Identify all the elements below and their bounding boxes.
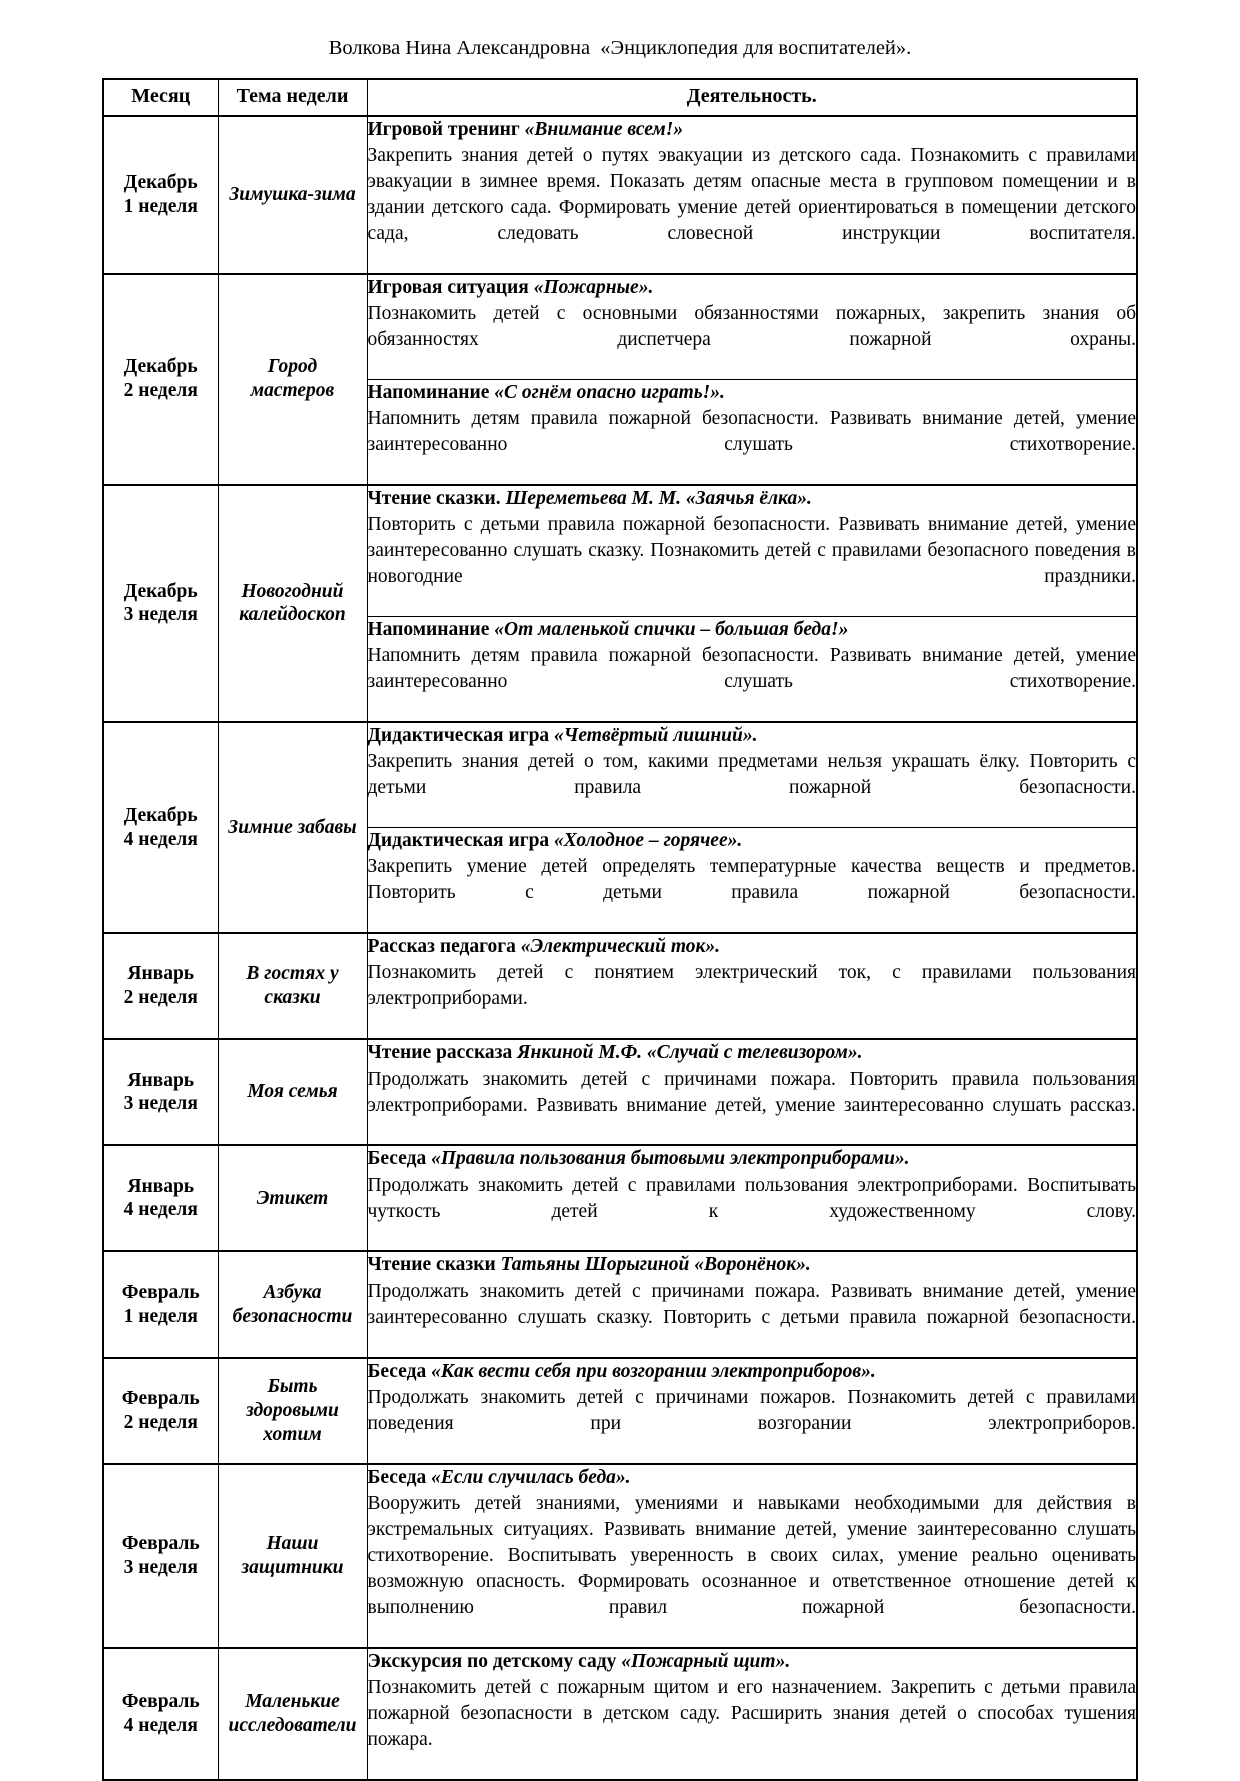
cell-theme: Город мастеров — [218, 274, 367, 485]
activity-description: Напомнить детям правила пожарной безопасности. Развивать внимание детей, умение заинтересованно слушать стихотворение. — [367, 408, 1136, 455]
activity-description: Продолжать знакомить детей с причинами пожара. Развивать внимание детей, умение заинтересованно слушать сказку. Повторить с детьми правила пожарной безопасности. — [367, 1280, 1136, 1328]
column-header-activity: Деятельность. — [367, 79, 1137, 116]
cell-theme: Зимушка-зима — [218, 116, 367, 274]
cell-activity — [367, 933, 1137, 1039]
cell-month: Январь 3 неделя — [103, 1039, 218, 1145]
activity-description: Закрепить умение детей определять температурные качества веществ и предметов. Повторить с детьми правила пожарной безопасности. — [367, 856, 1136, 904]
activity-title: Экскурсия по детскому саду «Пожарный щит». — [367, 1650, 791, 1672]
activity-title: Чтение рассказа Янкиной М.Ф. «Случай с телевизором». — [367, 1042, 863, 1064]
table-row — [103, 1464, 1137, 1648]
table-header — [103, 79, 1137, 116]
activity-title-quoted: Шереметьева М. М. «Заячья ёлка». — [505, 487, 812, 509]
cell-month: Декабрь 3 неделя — [103, 485, 218, 722]
cell-activity — [367, 1251, 1137, 1357]
cell-theme: Быть здоровыми хотим — [218, 1358, 367, 1464]
activity-title-quoted: «Внимание всем!» — [524, 118, 684, 140]
column-header-month: Месяц — [103, 79, 218, 116]
activity-title-quoted: «Если случилась беда». — [431, 1466, 631, 1488]
activity-title: Напоминание «С огнём опасно играть!». — [367, 381, 725, 403]
activity-title: Чтение сказки. Шереметьева М. М. «Заячья ёлка». — [367, 487, 812, 509]
activity-title: Рассказ педагога «Электрический ток». — [367, 936, 720, 958]
column-header-theme: Тема недели — [218, 79, 367, 116]
cell-month: Декабрь 4 неделя — [103, 722, 218, 933]
table-row — [103, 1251, 1137, 1357]
activity-title-quoted: Татьяны Шорыгиной «Воронёнок». — [500, 1254, 811, 1276]
activity-plan-table — [102, 78, 1138, 1781]
activity-description: Продолжать знакомить детей с причинами пожара. Повторить правила пользования электроприборами. Развивать внимание детей, умение заинтересованно слушать рассказ. — [367, 1068, 1136, 1116]
cell-month: Январь 4 неделя — [103, 1145, 218, 1251]
table-row — [103, 1039, 1137, 1145]
table-row — [103, 116, 1137, 274]
cell-activity — [367, 1145, 1137, 1251]
cell-theme: Азбука безопасности — [218, 1251, 367, 1357]
cell-activity — [367, 616, 1137, 722]
activity-title-quoted: «Правила пользования бытовыми электроприборами». — [431, 1148, 910, 1170]
activity-description: Продолжать знакомить детей с правилами пользования электроприборами. Воспитывать чуткость детей к художественному слову. — [367, 1174, 1136, 1222]
activity-title-quoted: Янкиной М.Ф. «Случай с телевизором». — [517, 1042, 863, 1064]
cell-activity — [367, 1648, 1137, 1780]
activity-title: Игровой тренинг «Внимание всем!» — [367, 118, 684, 140]
cell-theme: Маленькие исследователи — [218, 1648, 367, 1780]
table-row — [103, 1648, 1137, 1780]
cell-theme: Моя семья — [218, 1039, 367, 1145]
activity-title: Беседа «Правила пользования бытовыми электроприборами». — [367, 1148, 910, 1170]
activity-title-quoted: «Как вести себя при возгорании электроприборов». — [431, 1360, 876, 1382]
cell-month: Февраль 4 неделя — [103, 1648, 218, 1780]
table-row — [103, 933, 1137, 1039]
activity-title-quoted: «Пожарные». — [533, 276, 654, 298]
cell-month: Февраль 2 неделя — [103, 1358, 218, 1464]
activity-description: Познакомить детей с основными обязанностями пожарных, закрепить знания об обязанностях диспетчера пожарной охраны. — [367, 302, 1136, 350]
activity-description: Познакомить детей с пожарным щитом и его назначением. Закрепить с детьми правила пожарной безопасности в детском саду. Расширить знания детей о способах тушения пожара. — [367, 1676, 1136, 1750]
activity-title: Напоминание «От маленькой спички – большая беда!» — [367, 618, 849, 640]
cell-theme: Этикет — [218, 1145, 367, 1251]
activity-title: Дидактическая игра «Холодное – горячее». — [367, 830, 743, 852]
activity-title-quoted: «Холодное – горячее». — [554, 830, 743, 852]
cell-theme: Наши защитники — [218, 1464, 367, 1648]
table-row — [103, 1145, 1137, 1251]
cell-activity — [367, 379, 1137, 485]
table-row — [103, 722, 1137, 828]
activity-title: Дидактическая игра «Четвёртый лишний». — [367, 724, 758, 746]
activity-description: Вооружить детей знаниями, умениями и навыками необходимыми для действия в экстремальных ситуациях. Развивать внимание детей, умение заинтересованно слушать стихотворение. Воспитывать уверенность в своих силах, умение реально оценивать возможную опасность. Формировать осознанное и ответственное отношение детей к выполнению правил пожарной безопасности. — [367, 1493, 1136, 1618]
table-row — [103, 274, 1137, 380]
document-header: Волкова Нина Александровна «Энциклопедия для воспитателей». — [328, 37, 912, 59]
activity-title-quoted: «От маленькой спички – большая беда!» — [494, 618, 849, 640]
activity-title-quoted: «Четвёртый лишний». — [554, 724, 758, 746]
cell-activity — [367, 116, 1137, 274]
cell-theme: В гостях у сказки — [218, 933, 367, 1039]
activity-description: Напомнить детям правила пожарной безопасности. Развивать внимание детей, умение заинтересованно слушать стихотворение. — [367, 645, 1136, 693]
cell-month: Декабрь 1 неделя — [103, 116, 218, 274]
activity-description: Продолжать знакомить детей с причинами пожаров. Познакомить детей с правилами поведения при возгорании электроприборов. — [367, 1386, 1136, 1434]
cell-activity — [367, 1039, 1137, 1145]
cell-activity — [367, 722, 1137, 828]
cell-month: Декабрь 2 неделя — [103, 274, 218, 485]
cell-month: Февраль 3 неделя — [103, 1464, 218, 1648]
activity-title-quoted: «Пожарный щит». — [621, 1650, 791, 1672]
cell-month: Февраль 1 неделя — [103, 1251, 218, 1357]
cell-activity — [367, 274, 1137, 380]
activity-title: Игровая ситуация «Пожарные». — [367, 276, 654, 298]
activity-title-quoted: «С огнём опасно играть!». — [494, 381, 725, 403]
table-row — [103, 1358, 1137, 1464]
table-row — [103, 485, 1137, 617]
table-body — [103, 116, 1137, 1780]
activity-title: Беседа «Как вести себя при возгорании электроприборов». — [367, 1360, 876, 1382]
activity-title: Чтение сказки Татьяны Шорыгиной «Воронёнок». — [367, 1254, 811, 1276]
cell-theme: Зимние забавы — [218, 722, 367, 933]
activity-description: Закрепить знания детей о том, какими предметами нельзя украшать ёлку. Повторить с детьми правила пожарной безопасности. — [367, 751, 1136, 799]
activity-description: Познакомить детей с понятием электрический ток, с правилами пользования электроприборами. — [367, 962, 1136, 1010]
cell-theme: Новогодний калейдоскоп — [218, 485, 367, 722]
activity-description: Закрепить знания детей о путях эвакуации из детского сада. Познакомить с правилами эвакуации в зимнее время. Показать детям опасные места в групповом помещении и в здании детского сада. Формировать умение детей ориентироваться в помещении детского сада, следовать словесной инструкции воспитателя. — [367, 144, 1136, 244]
cell-activity — [367, 485, 1137, 617]
activity-title-quoted: «Электрический ток». — [520, 936, 720, 958]
cell-month: Январь 2 неделя — [103, 933, 218, 1039]
cell-activity — [367, 1464, 1137, 1648]
cell-activity — [367, 1358, 1137, 1464]
cell-activity — [367, 828, 1137, 934]
activity-title: Беседа «Если случилась беда». — [367, 1466, 631, 1488]
activity-description: Повторить с детьми правила пожарной безопасности. Развивать внимание детей, умение заинтересованно слушать сказку. Познакомить детей с правилами безопасного поведения в новогодние праздники. — [367, 514, 1136, 587]
table-header-row — [103, 79, 1137, 116]
